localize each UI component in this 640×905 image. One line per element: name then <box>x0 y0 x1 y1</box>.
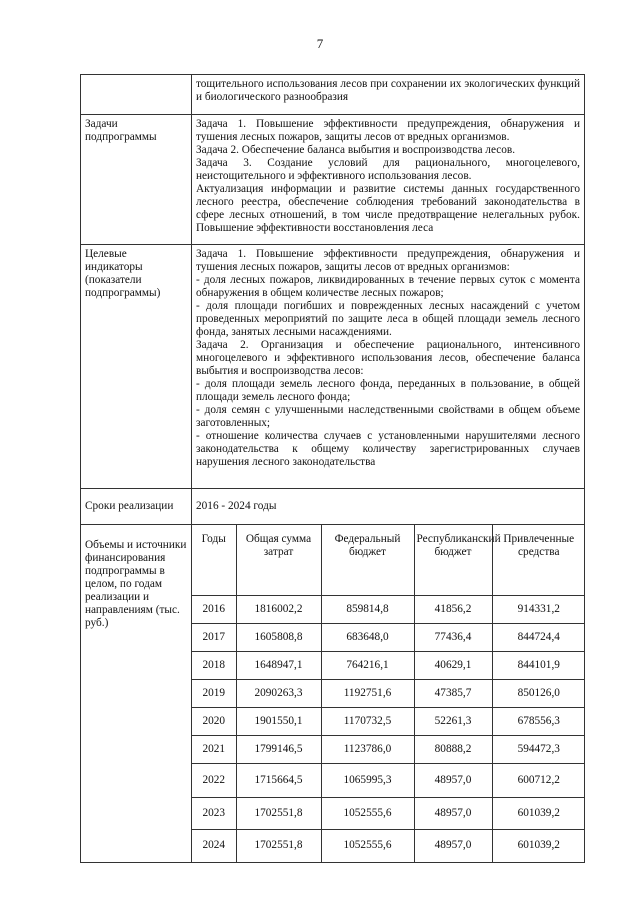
financing-year: 2018 <box>192 652 236 680</box>
tasks-label: Задачи подпрограммы <box>81 115 192 245</box>
financing-total: 1715664,5 <box>236 764 321 798</box>
financing-republican: 40629,1 <box>414 652 492 680</box>
financing-header-cell: Годы <box>192 525 236 596</box>
financing-year: 2022 <box>192 764 236 798</box>
tasks-line: Задача 2. Обеспечение баланса выбытия и воспроизводства лесов. <box>196 144 516 156</box>
tasks-line: Задача 1. Повышение эффективности предупреждения, обнаружения и тушения лесных пожаров, защиты лесов от вредных организмов. <box>196 118 580 143</box>
financing-republican: 77436,4 <box>414 624 492 652</box>
financing-total: 2090263,3 <box>236 680 321 708</box>
financing-republican: 41856,2 <box>414 596 492 624</box>
indicators-line: - доля площади земель лесного фонда, переданных в пользование, в общей площади земель лесного фонда; <box>196 378 580 403</box>
indicators-line: - доля семян с улучшенными наследственными свойствами в общем объеме заготовленных; <box>196 404 580 429</box>
row-terms <box>81 489 585 525</box>
financing-total: 1702551,8 <box>236 830 321 862</box>
financing-federal: 764216,1 <box>321 652 414 680</box>
financing-content <box>192 525 585 863</box>
financing-row <box>192 764 585 798</box>
financing-attracted: 914331,2 <box>492 596 585 624</box>
terms-label: Сроки реализации <box>81 489 192 525</box>
financing-header-row <box>192 525 585 596</box>
financing-total: 1702551,8 <box>236 798 321 830</box>
indicators-line: Задача 2. Организация и обеспечение рационального, интенсивного многоцелевого и эффективного использования лесов, обеспечение баланса выбытия и воспроизводства лесов: <box>196 339 580 377</box>
row-financing <box>81 525 585 863</box>
financing-republican: 80888,2 <box>414 736 492 764</box>
financing-attracted: 844724,4 <box>492 624 585 652</box>
financing-total: 1816002,2 <box>236 596 321 624</box>
row-continuation <box>81 75 585 115</box>
financing-year: 2021 <box>192 736 236 764</box>
row-indicators <box>81 245 585 489</box>
financing-total: 1605808,8 <box>236 624 321 652</box>
row-continuation-text: тощительного использования лесов при сохранении их экологических функций и биологического разнообразия <box>192 75 585 115</box>
row-tasks <box>81 115 585 245</box>
financing-row <box>192 830 585 862</box>
financing-total: 1648947,1 <box>236 652 321 680</box>
tasks-content <box>192 115 585 245</box>
financing-federal: 1052555,6 <box>321 798 414 830</box>
financing-federal: 1123786,0 <box>321 736 414 764</box>
financing-year: 2017 <box>192 624 236 652</box>
financing-row <box>192 798 585 830</box>
indicators-line: - доля лесных пожаров, ликвидированных в течение первых суток с момента обнаружения в общем количестве лесных пожаров; <box>196 274 580 299</box>
financing-republican: 52261,3 <box>414 708 492 736</box>
indicators-line: - доля площади погибших и поврежденных лесных насаждений с учетом проведенных мероприятий по защите леса в общей площади земель лесного фонда, занятых лесными насаждениями. <box>196 300 580 338</box>
financing-attracted: 678556,3 <box>492 708 585 736</box>
financing-republican: 47385,7 <box>414 680 492 708</box>
financing-year: 2016 <box>192 596 236 624</box>
financing-header-cell: Общая сумма затрат <box>236 525 321 596</box>
financing-table <box>192 525 585 862</box>
financing-federal: 1065995,3 <box>321 764 414 798</box>
financing-year: 2023 <box>192 798 236 830</box>
indicators-line: Задача 1. Повышение эффективности предупреждения, обнаружения и тушения лесных пожаров, защиты лесов от вредных организмов: <box>196 248 580 273</box>
financing-year: 2019 <box>192 680 236 708</box>
financing-attracted: 844101,9 <box>492 652 585 680</box>
tasks-line: Актуализация информации и развитие системы данных государственного лесного реестра, обеспечение соблюдения требований законодательства в сфере лесных отношений, в том числе предотвращение нелегальных рубок. Повышение эффективности восстановления леса <box>196 183 580 234</box>
financing-row <box>192 624 585 652</box>
financing-row <box>192 708 585 736</box>
financing-year: 2024 <box>192 830 236 862</box>
indicators-label: Целевые индикаторы (показатели подпрограммы) <box>81 245 192 489</box>
financing-attracted: 594472,3 <box>492 736 585 764</box>
financing-federal: 683648,0 <box>321 624 414 652</box>
financing-total: 1901550,1 <box>236 708 321 736</box>
financing-federal: 1170732,5 <box>321 708 414 736</box>
financing-attracted: 600712,2 <box>492 764 585 798</box>
financing-federal: 1052555,6 <box>321 830 414 862</box>
row-continuation-label <box>81 75 192 115</box>
financing-header-cell: Федеральный бюджет <box>321 525 414 596</box>
financing-attracted: 601039,2 <box>492 830 585 862</box>
financing-republican: 48957,0 <box>414 830 492 862</box>
financing-header-cell: Республиканский бюджет <box>414 525 492 596</box>
indicators-line: - отношение количества случаев с установленными нарушителями лесного законодательства к общему количеству зарегистрированных случаев нарушения лесного законодательства <box>196 430 580 468</box>
terms-value: 2016 - 2024 годы <box>192 489 585 525</box>
financing-attracted: 601039,2 <box>492 798 585 830</box>
financing-federal: 859814,8 <box>321 596 414 624</box>
financing-year: 2020 <box>192 708 236 736</box>
financing-label: Объемы и источники финансирования подпрограммы в целом, по годам реализации и направлениям (тыс. руб.) <box>81 525 192 863</box>
financing-row <box>192 652 585 680</box>
financing-total: 1799146,5 <box>236 736 321 764</box>
financing-row <box>192 736 585 764</box>
financing-republican: 48957,0 <box>414 764 492 798</box>
passport-table <box>80 74 585 863</box>
tasks-line: Задача 3. Создание условий для рационального, многоцелевого, неистощительного и эффективного использования лесов. <box>196 157 580 182</box>
financing-header-cell: Привлеченные средства <box>492 525 585 596</box>
page-number: 7 <box>316 36 324 51</box>
financing-republican: 48957,0 <box>414 798 492 830</box>
financing-row <box>192 680 585 708</box>
financing-row <box>192 596 585 624</box>
financing-federal: 1192751,6 <box>321 680 414 708</box>
indicators-content <box>192 245 585 489</box>
financing-attracted: 850126,0 <box>492 680 585 708</box>
